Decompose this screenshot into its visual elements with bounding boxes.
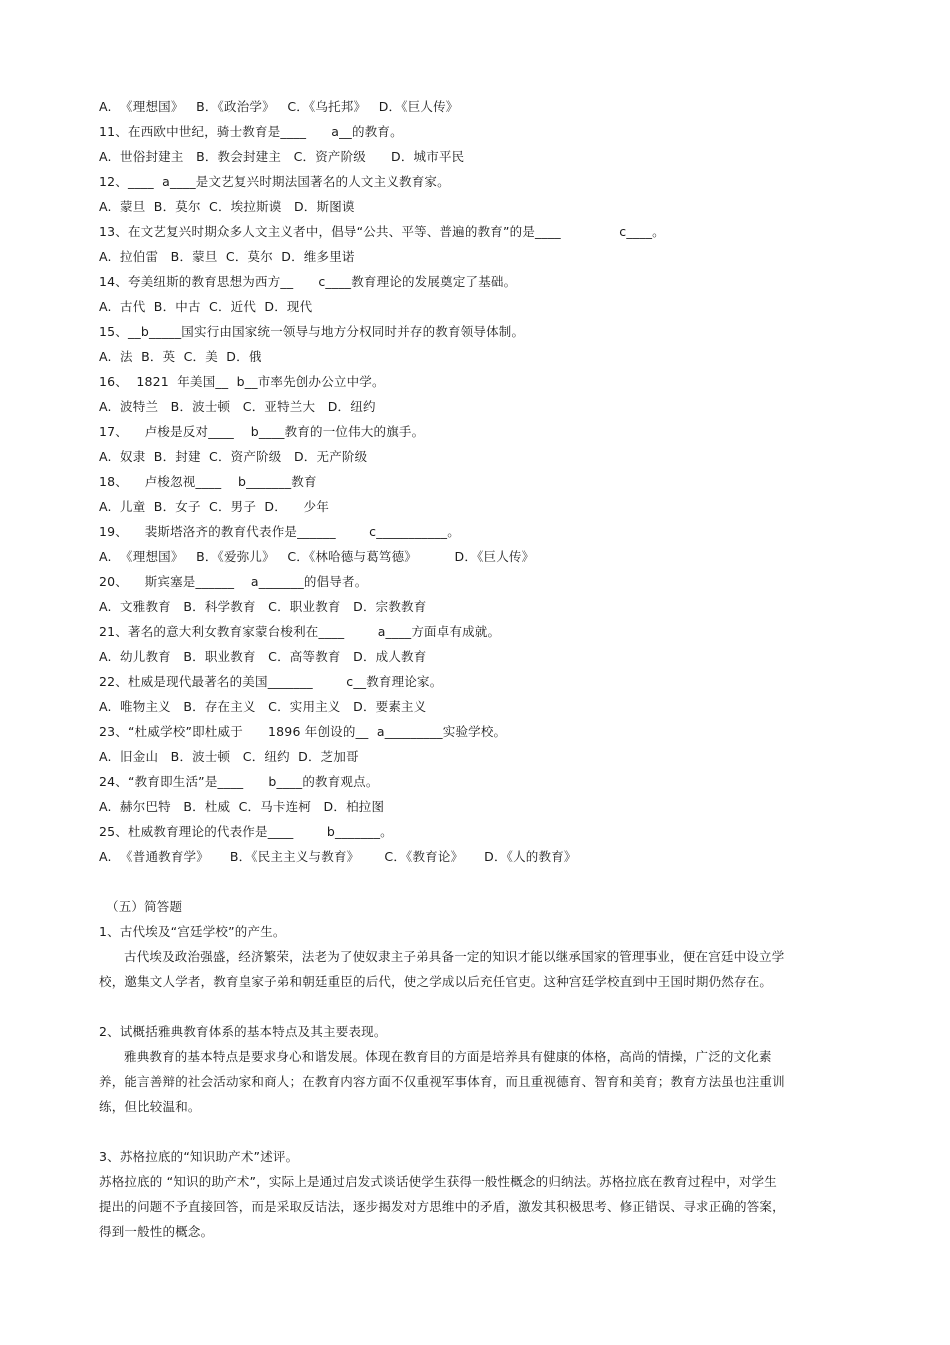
short-answer-question-3: 3、苏格拉底的“知识助产术”述评。 — [99, 1149, 299, 1164]
option-line: A. 法 B．英 C．美 D．俄 — [99, 349, 262, 364]
option-line: A. 幼儿教育 B．职业教育 C．高等教育 D．成人教育 — [99, 649, 427, 664]
option-line: A. 文雅教育 B．科学教育 C．职业教育 D．宗教教育 — [99, 599, 427, 614]
question-line: 11、在西欧中世纪，骑士教育是____ a__的教育。 — [99, 124, 403, 139]
option-line: A. 《理想国》 B．《爱弥儿》 C．《林哈德与葛笃德》 D．《巨人传》 — [99, 549, 535, 564]
option-line: A. 《普通教育学》 B．《民主主义与教育》 C．《教育论》 D．《人的教育》 — [99, 849, 577, 864]
question-line: 18、 卢梭忽视____ b_______教育 — [99, 474, 317, 489]
short-answer-answer-1: 古代埃及政治强盛，经济繁荣，法老为了使奴隶主子弟具备一定的知识才能以继承国家的管理事业，便在宫廷中设立学校，邀集文人学者，教育皇家子弟和朝廷重臣的后代，使之学成以后充任官吏。这种宫廷学校直到中王国时期仍然存在。 — [99, 949, 785, 989]
question-line: 15、__b_____国实行由国家统一领导与地方分权同时并存的教育领导体制。 — [99, 324, 525, 339]
option-line: A. 《理想国》 B．《政治学》 C．《乌托邦》 D．《巨人传》 — [99, 99, 459, 114]
option-line: A. 蒙旦 B．莫尔 C．埃拉斯谟 D．斯图谟 — [99, 199, 355, 214]
question-line: 19、 裴斯塔洛齐的教育代表作是______ c___________。 — [99, 524, 460, 539]
question-line: 17、 卢梭是反对____ b____教育的一位伟大的旗手。 — [99, 424, 425, 439]
option-line: A. 波特兰 B．波士顿 C．亚特兰大 D．纽约 — [99, 399, 376, 414]
section-heading: （五）简答题 — [106, 899, 183, 914]
short-answer-answer-2: 雅典教育的基本特点是要求身心和谐发展。体现在教育目的方面是培养具有健康的体格，高尚的情操，广泛的文化素养，能言善辩的社会活动家和商人；在教育内容方面不仅重视军事体育，而且重视德育、智育和美育；教育方法虽也注重训练，但比较温和。 — [99, 1049, 785, 1114]
option-line: A. 世俗封建主 B．教会封建主 C．资产阶级 D．城市平民 — [99, 149, 465, 164]
question-line: 14、夸美纽斯的教育思想为西方__ c____教育理论的发展奠定了基础。 — [99, 274, 517, 289]
option-line: A. 唯物主义 B．存在主义 C．实用主义 D．要素主义 — [99, 699, 427, 714]
question-line: 22、杜威是现代最著名的美国_______ c__教育理论家。 — [99, 674, 443, 689]
option-line: A. 古代 B．中古 C．近代 D．现代 — [99, 299, 313, 314]
question-line: 23、“杜威学校”即杜威于 1896 年创设的__ a_________实验学校。 — [99, 724, 507, 739]
option-line: A. 儿童 B．女子 C．男子 D． 少年 — [99, 499, 330, 514]
question-line: 20、 斯宾塞是______ a_______的倡导者。 — [99, 574, 368, 589]
option-line: A. 拉伯雷 B．蒙旦 C．莫尔 D．维多里诺 — [99, 249, 355, 264]
option-line: A. 旧金山 B．波士顿 C．纽约 D．芝加哥 — [99, 749, 359, 764]
short-answer-answer-3: 苏格拉底的 “知识的助产术”，实际上是通过启发式谈话使学生获得一般性概念的归纳法。苏格拉底在教育过程中，对学生提出的问题不予直接回答，而是采取反诘法，逐步揭发对方思维中的矛盾，激发其积极思考、修正错误、寻求正确的答案，得到一般性的概念。 — [99, 1174, 785, 1239]
question-line: 16、 1821 年美国__ b__市率先创办公立中学。 — [99, 374, 385, 389]
option-line: A. 奴隶 B．封建 C．资产阶级 D．无产阶级 — [99, 449, 368, 464]
question-line: 24、“教育即生活”是____ b____的教育观点。 — [99, 774, 379, 789]
short-answer-question-2: 2、试概括雅典教育体系的基本特点及其主要表现。 — [99, 1024, 387, 1039]
question-line: 25、杜威教育理论的代表作是____ b_______。 — [99, 824, 393, 839]
question-line: 12、____ a____是文艺复兴时期法国著名的人文主义教育家。 — [99, 174, 450, 189]
short-answer-question-1: 1、古代埃及“宫廷学校”的产生。 — [99, 924, 286, 939]
question-line: 21、著名的意大利女教育家蒙台梭利在____ a____方面卓有成就。 — [99, 624, 501, 639]
question-line: 13、在文艺复兴时期众多人文主义者中，倡导“公共、平等、普遍的教育”的是____ c____。 — [99, 224, 665, 239]
option-line: A. 赫尔巴特 B．杜威 C．马卡连柯 D．柏拉图 — [99, 799, 385, 814]
